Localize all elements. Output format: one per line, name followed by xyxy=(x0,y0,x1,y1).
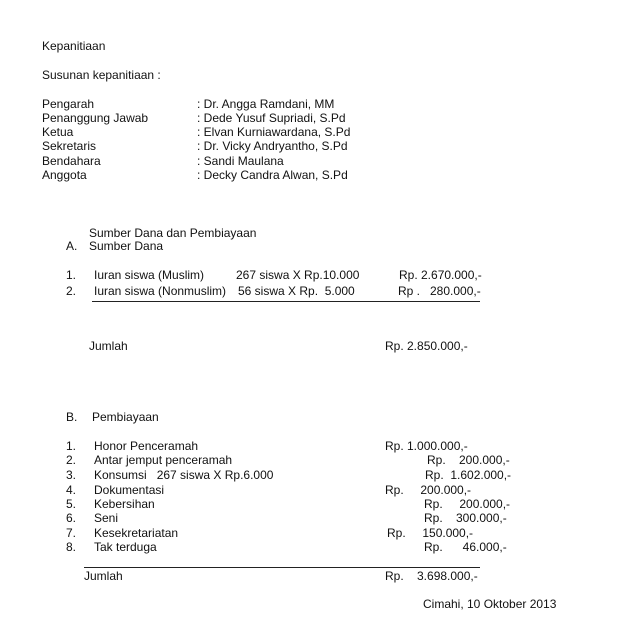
section-b-divider xyxy=(84,567,480,568)
committee-name: : Sandi Maulana xyxy=(197,154,284,168)
committee-role: Bendahara xyxy=(42,154,101,168)
section-b-letter: B. xyxy=(66,410,78,424)
committee-role: Pengarah xyxy=(42,97,95,111)
expense-label: Konsumsi 267 siswa X Rp.6.000 xyxy=(94,468,274,482)
expense-num: 4. xyxy=(66,483,77,497)
expense-num: 2. xyxy=(66,453,77,467)
expense-label: Antar jemput penceramah xyxy=(94,453,233,467)
expense-num: 3. xyxy=(66,468,77,482)
susunan-title: Susunan kepanitiaan : xyxy=(42,68,161,82)
expense-label: Seni xyxy=(94,511,119,525)
expense-label: Kebersihan xyxy=(94,497,155,511)
expense-amount: Rp. 200.000,- xyxy=(385,483,472,497)
committee-name: : Elvan Kurniawardana, S.Pd xyxy=(197,125,351,139)
expense-num: 5. xyxy=(66,497,77,511)
committee-role: Ketua xyxy=(42,125,74,139)
page-heading: Kepanitiaan xyxy=(42,39,106,53)
income-label: Iuran siswa (Nonmuslim) xyxy=(94,284,227,298)
funding-title: Sumber Dana dan Pembiayaan xyxy=(89,226,257,240)
section-b-total-label: Jumlah xyxy=(84,569,123,583)
section-a-title: Sumber Dana xyxy=(89,239,164,253)
committee-name: : Dr. Vicky Andryantho, S.Pd xyxy=(197,139,348,153)
committee-role: Penanggung Jawab xyxy=(42,111,149,125)
expense-num: 7. xyxy=(66,526,77,540)
expense-amount: Rp. 46.000,- xyxy=(424,540,507,554)
section-b-total-amount: Rp. 3.698.000,- xyxy=(385,569,478,583)
expense-num: 6. xyxy=(66,511,77,525)
expense-label: Tak terduga xyxy=(94,540,157,554)
income-num: 1. xyxy=(66,268,77,282)
expense-num: 1. xyxy=(66,439,77,453)
expense-label: Honor Penceramah xyxy=(94,439,199,453)
committee-name: : Decky Candra Alwan, S.Pd xyxy=(197,168,348,182)
committee-name: : Dr. Angga Ramdani, MM xyxy=(197,97,335,111)
expense-amount: Rp. 1.602.000,- xyxy=(425,468,512,482)
section-b-title: Pembiayaan xyxy=(92,410,159,424)
section-a-letter: A. xyxy=(66,239,78,253)
committee-name: : Dede Yusuf Supriadi, S.Pd xyxy=(197,111,346,125)
expense-amount: Rp. 200.000,- xyxy=(424,497,511,511)
expense-amount: Rp. 1.000.000,- xyxy=(385,439,468,453)
expense-label: Dokumentasi xyxy=(94,483,165,497)
income-amount: Rp. 2.670.000,- xyxy=(399,268,482,282)
section-a-divider xyxy=(92,301,480,302)
expense-num: 8. xyxy=(66,540,77,554)
income-detail: 56 siswa X Rp. 5.000 xyxy=(238,284,355,298)
section-a-total-amount: Rp. 2.850.000,- xyxy=(385,339,468,353)
expense-amount: Rp. 200.000,- xyxy=(427,453,510,467)
expense-amount: Rp. 150.000,- xyxy=(387,526,474,540)
expense-amount: Rp. 300.000,- xyxy=(424,511,507,525)
signature-date: Cimahi, 10 Oktober 2013 xyxy=(423,597,557,611)
committee-role: Sekretaris xyxy=(42,139,97,153)
income-detail: 267 siswa X Rp.10.000 xyxy=(236,268,360,282)
income-amount: Rp . 280.000,- xyxy=(398,284,481,298)
committee-role: Anggota xyxy=(42,168,87,182)
section-a-total-label: Jumlah xyxy=(89,339,128,353)
income-label: Iuran siswa (Muslim) xyxy=(94,268,205,282)
income-num: 2. xyxy=(66,284,77,298)
expense-label: Kesekretariatan xyxy=(94,526,179,540)
